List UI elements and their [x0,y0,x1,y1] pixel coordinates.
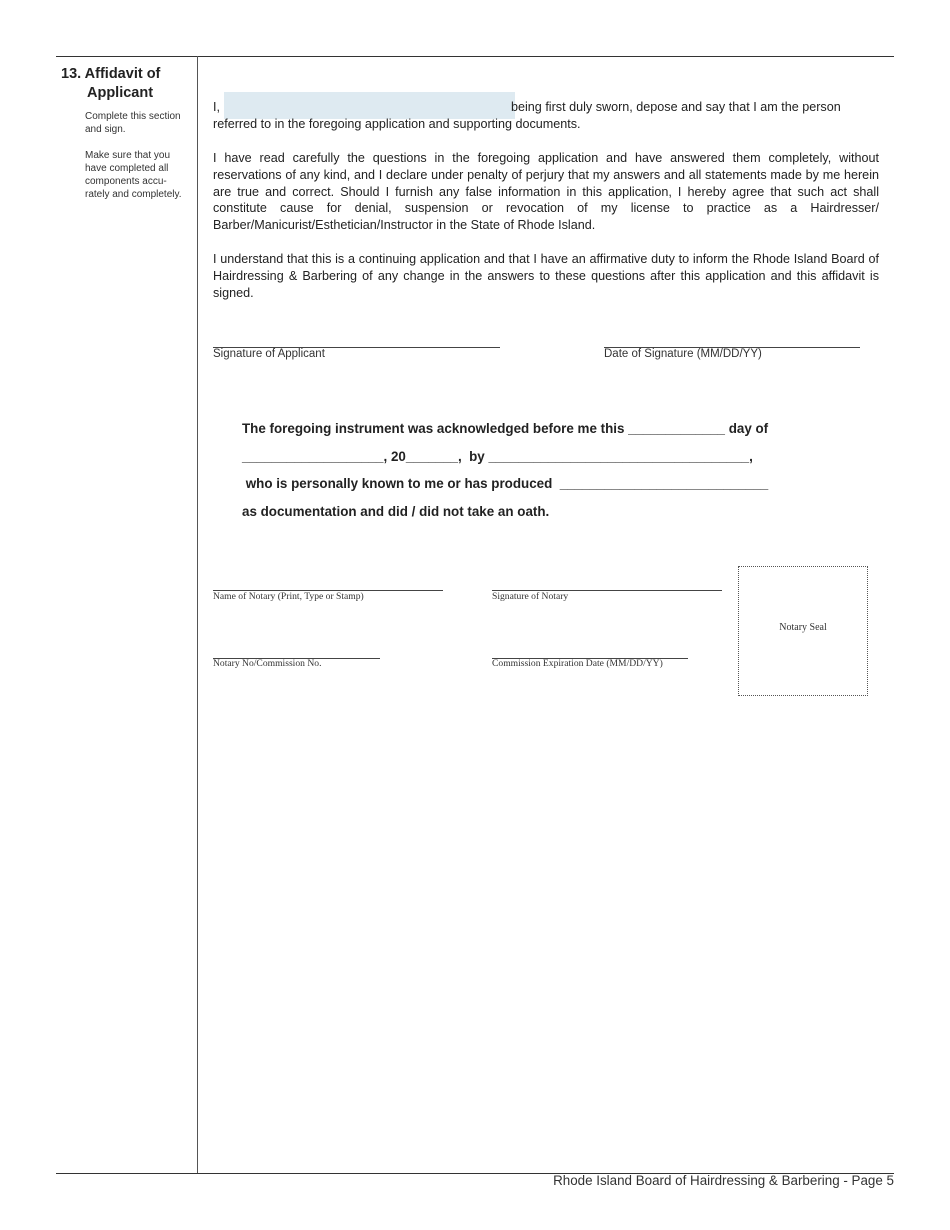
top-rule [56,56,894,57]
notary-seal-label: Notary Seal [779,622,827,633]
side-note-2-line2: have completed all [85,163,169,174]
notary-ack-line2: ___________________, 20_______, by ___________________________________, [242,449,753,464]
affidavit-line1: being first duly sworn, depose and say that I am the person [511,100,841,114]
notary-ack-line4: as documentation and did / did not take an oath. [242,504,550,519]
notary-name-label: Name of Notary (Print, Type or Stamp) [213,591,364,602]
page-footer: Rhode Island Board of Hairdressing & Barbering - Page 5 [553,1173,894,1188]
section-title-line2: Applicant [87,85,154,101]
side-note-1 [85,110,197,136]
affidavit-line1-continued: referred to in the foregoing application and supporting documents. [213,117,581,131]
notary-number-label: Notary No/Commission No. [213,658,322,669]
section-number: 13. [61,66,82,82]
side-note-2 [85,149,197,201]
sidebar-divider [197,56,198,1174]
applicant-name-input[interactable] [224,92,515,119]
side-note-2-line1: Make sure that you [85,150,171,161]
signature-date-label: Date of Signature (MM/DD/YY) [604,348,762,360]
notary-ack-line1: The foregoing instrument was acknowledged before me this _____________ day of [242,421,769,436]
side-note-2-line3: components accu- [85,176,167,187]
side-note-2-line4: rately and completely. [85,189,182,200]
side-note-1-line1: Complete this section [85,111,181,122]
applicant-signature-label: Signature of Applicant [213,348,325,360]
notary-ack-line3: who is personally known to me or has produced ____________________________ [242,476,769,491]
notary-seal-box [738,566,868,696]
section-heading [61,64,160,84]
commission-expiration-label: Commission Expiration Date (MM/DD/YY) [492,658,663,669]
affidavit-prefix: I, [213,100,220,114]
affidavit-paragraph-3: I understand that this is a continuing application and that I have an affirmative duty to inform the Rhode Island Board of Hairdressing & Barbering of any change in the answers to these questions after this application and this affidavit is signed. [213,252,879,300]
side-note-1-line2: and sign. [85,124,126,135]
section-title-line1: Affidavit of [84,66,161,82]
notary-signature-label: Signature of Notary [492,591,569,602]
affidavit-paragraph-2: I have read carefully the questions in the foregoing application and have answered them completely, without reservations of any kind, and I declare under penalty of perjury that my answers and all statements made by me herein are true and correct. Should I furnish any false information in this application, I hereby agree that such act shall constitute cause for denial, suspension or revocation of my license to practice as a Hairdresser/ Barber/Manicurist/Esthetician/Instructor in the State of Rhode Island. [213,151,879,233]
